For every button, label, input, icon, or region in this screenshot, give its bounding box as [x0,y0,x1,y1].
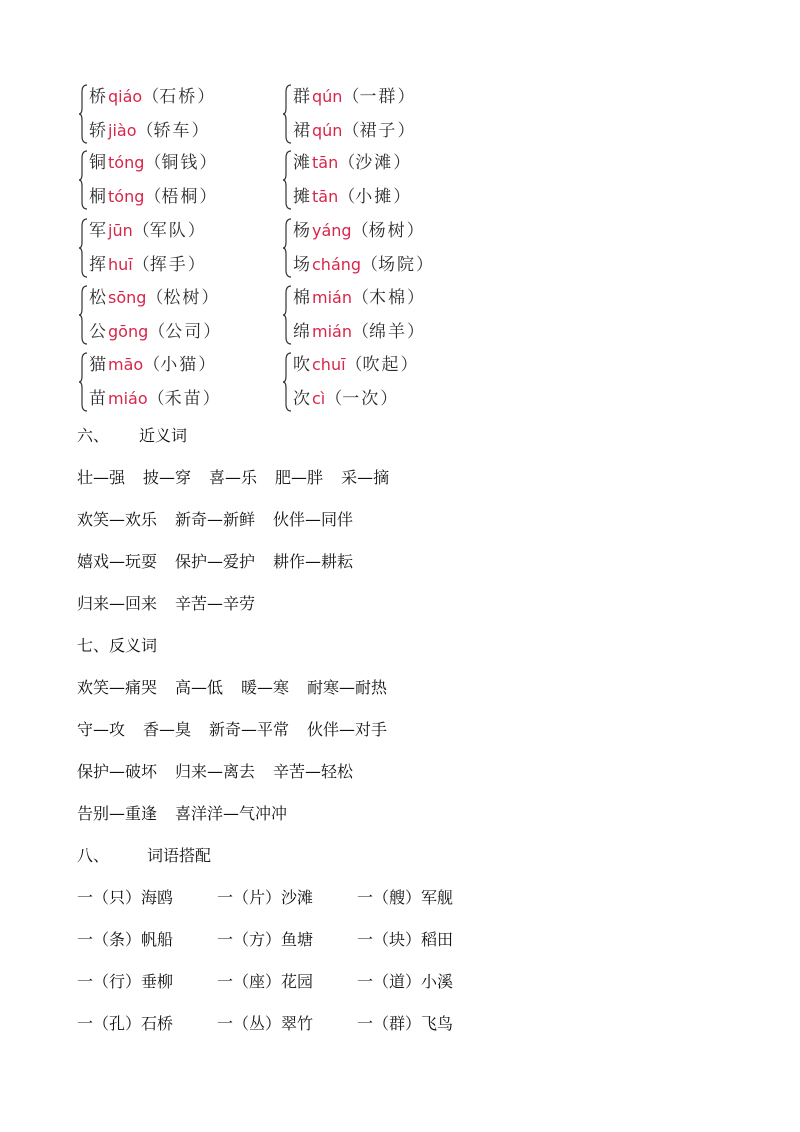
open-paren: （ [338,187,356,207]
brace-icon [282,150,292,210]
close-paren: ） [199,153,217,173]
antonyms-pair: 香—臭 [143,720,192,739]
synonyms-pair: 嬉戏—玩耍 [77,552,158,571]
entry-character: 裙 [293,121,310,141]
close-paren: ） [380,389,398,409]
entry-character: 桐 [89,187,106,207]
open-paren: （ [351,288,369,308]
entry-character: 摊 [293,187,310,207]
synonyms-row [77,509,353,531]
entry-character: 棉 [293,288,310,308]
entry-character: 群 [293,87,310,107]
open-paren: （ [132,255,150,275]
entry-character: 军 [89,221,106,241]
open-paren: （ [142,87,160,107]
close-paren: ） [406,221,424,241]
polyphone-group [282,80,457,148]
synonyms-pair: 辛苦—辛劳 [175,594,256,613]
entry-character: 猫 [89,355,106,375]
collocation-item: 一（艘）军舰 [357,888,454,907]
entry-word: 禾苗 [164,389,203,409]
entry-pinyin: tóng [108,187,145,206]
antonyms-pair: 欢笑—痛哭 [77,678,158,697]
polyphone-entry [293,182,410,212]
antonyms-row [77,719,387,741]
open-paren: （ [345,355,363,375]
antonyms-heading: 七、反义词 [77,636,158,655]
antonyms-pair: 辛苦—轻松 [273,762,354,781]
polyphone-entry [89,250,205,280]
polyphone-entry [89,82,214,112]
brace-icon [282,84,292,144]
entry-pinyin: gōng [108,322,149,341]
brace-icon [78,150,88,210]
entry-word: 场院 [378,255,417,275]
antonyms-pair: 保护—破坏 [77,762,158,781]
entry-word: 杨树 [368,221,407,241]
brace-icon [282,218,292,278]
polyphone-entry [89,283,218,313]
entry-word: 沙滩 [355,153,394,173]
entry-character: 次 [293,389,310,409]
open-paren: （ [338,153,356,173]
polyphone-group [282,281,457,349]
close-paren: ） [397,121,415,141]
entry-character: 绵 [293,322,310,342]
collocation-item: 一（座）花园 [217,972,314,991]
polyphone-entry [89,350,215,380]
polyphone-group [78,281,253,349]
entry-pinyin: tóng [108,153,145,172]
synonyms-pair: 喜—乐 [209,468,258,487]
open-paren: （ [146,288,164,308]
open-paren: （ [144,187,162,207]
antonyms-pair: 告别—重逢 [77,804,158,823]
entry-pinyin: jiào [108,121,137,140]
open-paren: （ [342,87,360,107]
close-paren: ） [406,288,424,308]
collocation-item: 一（孔）石桥 [77,1014,174,1033]
entry-word: 小摊 [355,187,394,207]
entry-pinyin: yáng [312,221,352,240]
antonyms-row [77,803,287,825]
polyphone-entry [293,250,433,280]
entry-pinyin: cì [312,389,326,408]
entry-pinyin: mián [312,322,352,341]
entry-character: 桥 [89,87,106,107]
synonyms-heading [77,425,187,447]
collocation-item: 一（道）小溪 [357,972,454,991]
polyphone-entry [293,82,414,112]
polyphone-group [78,146,253,214]
polyphone-entry [89,216,205,246]
entry-character: 挥 [89,255,106,275]
entry-pinyin: qún [312,87,343,106]
collocations-heading [77,845,211,867]
collocation-item: 一（只）海鸥 [77,888,174,907]
entry-pinyin: chuī [312,355,346,374]
collocation-item: 一（丛）翠竹 [217,1014,314,1033]
synonyms-pair: 伙伴—同伴 [273,510,354,529]
open-paren: （ [132,221,150,241]
entry-character: 滩 [293,153,310,173]
entry-character: 公 [89,322,106,342]
brace-icon [78,285,88,345]
antonyms-pair: 伙伴—对手 [307,720,388,739]
entry-word: 一群 [359,87,398,107]
polyphone-entry [89,384,220,414]
entry-pinyin: jūn [108,221,133,240]
polyphone-entry [89,116,208,146]
entry-word: 一次 [342,389,381,409]
close-paren: ） [393,153,411,173]
open-paren: （ [325,389,343,409]
open-paren: （ [148,322,166,342]
entry-word: 铜钱 [161,153,200,173]
antonyms-pair: 喜洋洋—气冲冲 [175,804,288,823]
open-paren: （ [144,153,162,173]
brace-icon [78,84,88,144]
synonyms-pair: 披—穿 [143,468,192,487]
open-paren: （ [351,322,369,342]
polyphone-table [76,78,440,412]
polyphone-entry [293,116,414,146]
open-paren: （ [136,121,154,141]
close-paren: ） [187,255,205,275]
brace-icon [282,352,292,412]
synonyms-row [77,467,389,489]
entry-word: 裙子 [359,121,398,141]
polyphone-entry [89,182,216,212]
entry-word: 小猫 [160,355,199,375]
entry-character: 松 [89,288,106,308]
synonyms-pair: 保护—爱护 [175,552,256,571]
entry-character: 吹 [293,355,310,375]
polyphone-entry [293,350,418,380]
entry-word: 轿车 [153,121,192,141]
polyphone-group [78,80,253,148]
antonyms-pair: 新奇—平常 [209,720,290,739]
antonyms-pair: 高—低 [175,678,224,697]
antonyms-pair: 耐寒—耐热 [307,678,388,697]
entry-character: 杨 [293,221,310,241]
polyphone-group [78,214,253,282]
polyphone-group [282,146,457,214]
open-paren: （ [143,355,161,375]
collocation-item: 一（片）沙滩 [217,888,314,907]
synonyms-row [77,551,353,573]
entry-word: 挥手 [149,255,188,275]
synonyms-pair: 新奇—新鲜 [175,510,256,529]
entry-pinyin: sōng [108,288,147,307]
polyphone-group [282,214,457,282]
open-paren: （ [361,255,379,275]
collocations-heading-title: 词语搭配 [147,846,212,865]
antonyms-pair: 归来—离去 [175,762,256,781]
entry-word: 松树 [163,288,202,308]
open-paren: （ [147,389,165,409]
entry-pinyin: qiáo [108,87,143,106]
close-paren: ） [397,87,415,107]
close-paren: ） [416,255,434,275]
entry-character: 铜 [89,153,106,173]
synonyms-row [77,593,255,615]
entry-word: 石桥 [159,87,198,107]
entry-pinyin: māo [108,355,144,374]
collocation-item: 一（行）垂柳 [77,972,174,991]
close-paren: ） [406,322,424,342]
open-paren: （ [351,221,369,241]
open-paren: （ [342,121,360,141]
synonyms-heading-title: 近义词 [139,426,188,445]
entry-pinyin: huī [108,255,133,274]
synonyms-pair: 欢笑—欢乐 [77,510,158,529]
entry-pinyin: qún [312,121,343,140]
entry-character: 轿 [89,121,106,141]
entry-pinyin: tān [312,153,339,172]
entry-pinyin: mián [312,288,352,307]
brace-icon [282,285,292,345]
entry-word: 吹起 [362,355,401,375]
close-paren: ） [202,389,220,409]
entry-word: 公司 [165,322,204,342]
entry-pinyin: miáo [108,389,148,408]
entry-word: 木棉 [368,288,407,308]
close-paren: ） [198,355,216,375]
polyphone-entry [293,283,424,313]
collocations-heading-number: 八、 [77,846,110,865]
entry-word: 绵羊 [368,322,407,342]
entry-word: 军队 [149,221,188,241]
polyphone-entry [89,148,216,178]
close-paren: ） [199,187,217,207]
brace-icon [78,352,88,412]
synonyms-heading-number: 六、 [77,426,110,445]
polyphone-group [282,348,457,416]
collocation-item: 一（方）鱼塘 [217,930,314,949]
collocation-item: 一（块）稻田 [357,930,454,949]
entry-pinyin: tān [312,187,339,206]
polyphone-group [78,348,253,416]
antonyms-pair: 暖—寒 [241,678,290,697]
close-paren: ） [197,87,215,107]
synonyms-pair: 归来—回来 [77,594,158,613]
antonyms-pair: 守—攻 [77,720,126,739]
close-paren: ） [201,288,219,308]
close-paren: ） [400,355,418,375]
entry-character: 场 [293,255,310,275]
entry-word: 梧桐 [161,187,200,207]
polyphone-entry [89,317,220,347]
close-paren: ） [191,121,209,141]
entry-character: 苗 [89,389,106,409]
polyphone-entry [293,216,424,246]
antonyms-row [77,761,353,783]
synonyms-pair: 壮—强 [77,468,126,487]
entry-pinyin: cháng [312,255,362,274]
collocation-item: 一（条）帆船 [77,930,174,949]
synonyms-pair: 采—摘 [341,468,390,487]
synonyms-pair: 耕作—耕耘 [273,552,354,571]
close-paren: ） [203,322,221,342]
brace-icon [78,218,88,278]
antonyms-row [77,677,387,699]
polyphone-entry [293,384,397,414]
polyphone-entry [293,148,410,178]
close-paren: ） [187,221,205,241]
synonyms-pair: 肥—胖 [275,468,324,487]
close-paren: ） [393,187,411,207]
collocation-item: 一（群）飞鸟 [357,1014,454,1033]
polyphone-entry [293,317,424,347]
